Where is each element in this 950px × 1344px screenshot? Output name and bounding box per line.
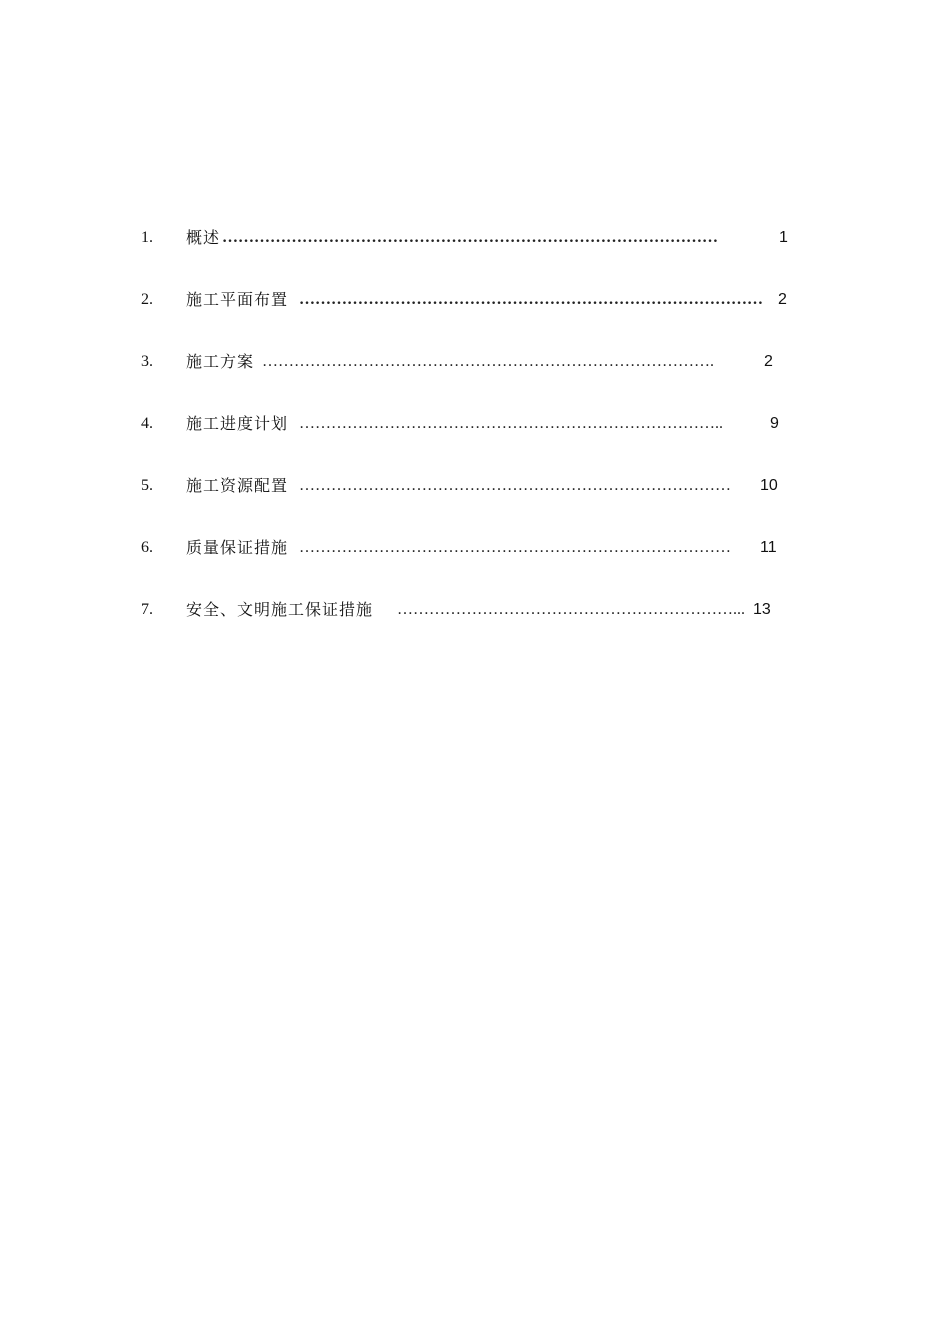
toc-entry-number: 6. — [141, 539, 153, 556]
toc-entry-number: 1. — [141, 229, 153, 246]
toc-entry-title: 施工进度计划 — [186, 414, 289, 433]
toc-entry-page: 11 — [760, 539, 777, 556]
toc-entry-page: 13 — [753, 601, 771, 618]
toc-entry-title: 施工平面布置 — [186, 290, 289, 309]
toc-entry-page: 9 — [770, 415, 779, 432]
toc-entry-title: 概述 — [186, 228, 221, 247]
toc-entry-resources[interactable] — [141, 470, 801, 532]
toc-entry-site-layout[interactable] — [141, 284, 801, 346]
toc-entry-safety[interactable] — [141, 594, 801, 656]
toc-entry-title: 施工方案 — [186, 352, 255, 371]
toc-entry-page: 2 — [778, 291, 787, 308]
toc-entry-construction-plan[interactable] — [141, 346, 801, 408]
toc-entry-leader: …………………………………………………………………….. — [299, 415, 723, 432]
toc-entry-leader: ……………………………………………………………………… — [299, 477, 731, 494]
toc-entry-page: 1 — [779, 229, 788, 246]
toc-entry-title: 质量保证措施 — [186, 538, 289, 557]
toc-entry-overview[interactable] — [141, 222, 801, 284]
toc-entry-number: 5. — [141, 477, 153, 494]
toc-entry-leader: …………………………………………………………………………. — [262, 353, 714, 370]
toc-entry-title: 施工资源配置 — [186, 476, 289, 495]
toc-entry-leader: ………………………………………………………………………………… — [222, 229, 718, 246]
toc-entry-quality[interactable] — [141, 532, 801, 594]
toc-entry-number: 4. — [141, 415, 153, 432]
toc-entry-number: 2. — [141, 291, 153, 308]
toc-entry-number: 3. — [141, 353, 153, 370]
toc-entry-number: 7. — [141, 601, 153, 618]
toc-entry-title: 安全、文明施工保证措施 — [186, 600, 374, 619]
toc-entry-leader: …………………………………………………………………………… — [299, 291, 763, 308]
toc-entry-schedule[interactable] — [141, 408, 801, 470]
toc-entry-leader: ……………………………………………………………………… — [299, 539, 731, 556]
table-of-contents — [141, 222, 801, 656]
toc-entry-page: 2 — [764, 353, 773, 370]
toc-entry-page: 10 — [760, 477, 778, 494]
toc-entry-leader: ………………………………………………………... — [397, 601, 745, 618]
